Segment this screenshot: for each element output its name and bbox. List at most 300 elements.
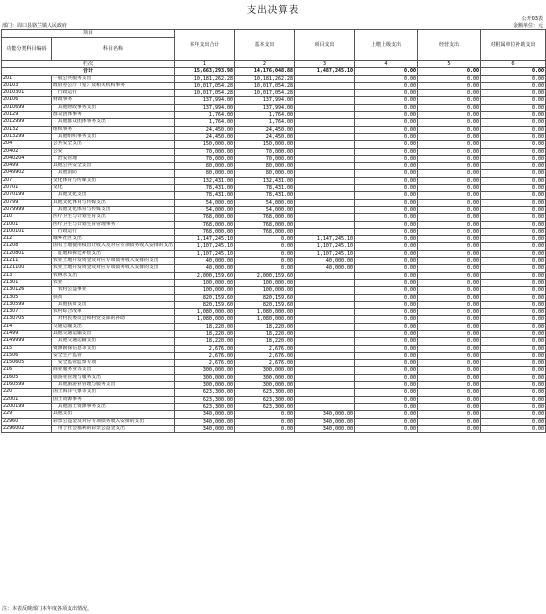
row-c5: 0.00	[418, 104, 481, 111]
row-code: 2010301	[2, 90, 52, 97]
row-c6: 0.00	[481, 148, 546, 155]
row-c3	[295, 148, 355, 155]
row-name: 农业	[52, 279, 175, 286]
col5-header: 经营支出	[418, 30, 481, 61]
row-c4: 0.00	[355, 411, 418, 418]
table-row	[2, 265, 546, 272]
row-c2: 2,676.00	[235, 352, 295, 359]
row-c1: 40,000.00	[175, 265, 235, 272]
row-c1: 300,000.00	[175, 382, 235, 389]
row-c1: 623,300.00	[175, 396, 235, 403]
row-c5: 0.00	[418, 243, 481, 250]
row-c6: 0.00	[481, 425, 546, 432]
row-name: 农林水支出	[52, 272, 175, 279]
row-c4: 0.00	[355, 279, 418, 286]
row-c5: 0.00	[418, 382, 481, 389]
row-c1: 820,159.60	[175, 294, 235, 301]
row-c2: 10,181,262.28	[235, 75, 295, 82]
row-c1: 1,107,245.10	[175, 243, 235, 250]
row-c2: 54,000.00	[235, 199, 295, 206]
row-c6: 0.00	[481, 214, 546, 221]
subject-name-header: 科目名称	[52, 38, 175, 61]
table-row	[2, 221, 546, 228]
row-c4: 0.00	[355, 338, 418, 345]
row-c3	[295, 301, 355, 308]
row-name: 其他组织事务支出	[52, 133, 175, 140]
row-c3	[295, 155, 355, 162]
table-row	[2, 199, 546, 206]
row-name: 彩票公益金及对应专项债务收入安排的支出	[52, 418, 175, 425]
row-name: 一般公共服务支出	[52, 75, 175, 82]
row-code: 214	[2, 323, 52, 330]
row-code: 21605	[2, 374, 52, 381]
row-c6: 0.00	[481, 104, 546, 111]
row-c5: 0.00	[418, 141, 481, 148]
row-name: 其他旅游业管理与服务支出	[52, 382, 175, 389]
row-c2: 0.00	[235, 418, 295, 425]
row-c6: 0.00	[481, 133, 546, 140]
row-c5: 0.00	[418, 330, 481, 337]
table-row	[2, 425, 546, 432]
row-name: 其他国土资源事务支出	[52, 403, 175, 410]
row-c6: 0.00	[481, 126, 546, 133]
row-c2: 24,450.00	[235, 133, 295, 140]
row-c1: 54,000.00	[175, 199, 235, 206]
row-name: 安全监管监察专项	[52, 360, 175, 367]
row-c5: 0.00	[418, 265, 481, 272]
row-c6: 0.00	[481, 403, 546, 410]
row-c6: 0.00	[481, 250, 546, 257]
table-row	[2, 163, 546, 170]
row-c6: 0.00	[481, 112, 546, 119]
row-c1: 18,220.00	[175, 323, 235, 330]
total-label: 合计	[2, 68, 175, 75]
row-c3	[295, 316, 355, 323]
row-c3	[295, 309, 355, 316]
row-name: 农业土地开发资金及对应专项债务收入安排的支出	[52, 258, 175, 265]
total-c4: 0.00	[355, 68, 418, 75]
row-c1: 1,147,245.10	[175, 236, 235, 243]
row-c3	[295, 360, 355, 367]
row-c6: 0.00	[481, 396, 546, 403]
row-c6: 0.00	[481, 374, 546, 381]
row-c6: 0.00	[481, 97, 546, 104]
row-c6: 0.00	[481, 163, 546, 170]
row-c2: 0.00	[235, 236, 295, 243]
unit-label: 金额单位：元	[512, 23, 543, 29]
row-code: 2150605	[2, 360, 52, 367]
row-c3	[295, 396, 355, 403]
row-c5: 0.00	[418, 90, 481, 97]
row-code: 21506	[2, 352, 52, 359]
row-c1: 623,300.00	[175, 403, 235, 410]
row-code: 207	[2, 177, 52, 184]
row-c1: 80,000.00	[175, 163, 235, 170]
row-c3	[295, 177, 355, 184]
row-name: 其他文化体育与传媒支出	[52, 199, 175, 206]
total-c1: 15,663,293.98	[175, 68, 235, 75]
row-c3	[295, 279, 355, 286]
row-c3	[295, 330, 355, 337]
row-c1: 78,431.00	[175, 185, 235, 192]
row-name: 组织事务	[52, 126, 175, 133]
row-c5: 0.00	[418, 367, 481, 374]
row-c4: 0.00	[355, 192, 418, 199]
row-c4: 0.00	[355, 90, 418, 97]
row-c6: 0.00	[481, 90, 546, 97]
row-c1: 100,000.00	[175, 279, 235, 286]
row-c2: 2,676.00	[235, 345, 295, 352]
row-name: 其他扶贫支出	[52, 301, 175, 308]
row-c1: 1,080,000.00	[175, 309, 235, 316]
row-c5: 0.00	[418, 75, 481, 82]
row-c4: 0.00	[355, 236, 418, 243]
row-name: 资源勘探信息等支出	[52, 345, 175, 352]
row-code: 21499	[2, 330, 52, 337]
row-c1: 54,000.00	[175, 206, 235, 213]
row-c5: 0.00	[418, 411, 481, 418]
row-c5: 0.00	[418, 403, 481, 410]
row-code: 201	[2, 75, 52, 82]
row-c1: 24,450.00	[175, 133, 235, 140]
table-row	[2, 228, 546, 235]
row-c3	[295, 185, 355, 192]
row-c1: 10,017,054.28	[175, 82, 235, 89]
row-c6: 0.00	[481, 258, 546, 265]
row-c3: 40,000.00	[295, 258, 355, 265]
row-c5: 0.00	[418, 301, 481, 308]
row-c6: 0.00	[481, 389, 546, 396]
row-c2: 820,159.60	[235, 294, 295, 301]
row-c1: 1,107,245.10	[175, 250, 235, 257]
row-code: 21001	[2, 221, 52, 228]
row-c5: 0.00	[418, 199, 481, 206]
row-c4: 0.00	[355, 214, 418, 221]
row-c4: 0.00	[355, 243, 418, 250]
row-c3: 1,107,245.10	[295, 250, 355, 257]
row-c4: 0.00	[355, 389, 418, 396]
row-c4: 0.00	[355, 177, 418, 184]
row-c5: 0.00	[418, 360, 481, 367]
row-c5: 0.00	[418, 272, 481, 279]
table-row	[2, 206, 546, 213]
table-row	[2, 141, 546, 148]
department-label: 部门：周口县骆兰镇人民政府	[2, 23, 68, 29]
row-c2: 300,000.00	[235, 367, 295, 374]
row-c4: 0.00	[355, 258, 418, 265]
row-code: 215	[2, 345, 52, 352]
row-c1: 820,159.60	[175, 301, 235, 308]
row-c5: 0.00	[418, 133, 481, 140]
row-code: 21208	[2, 243, 52, 250]
total-c5: 0.00	[418, 68, 481, 75]
row-code: 2120801	[2, 250, 52, 257]
table-row	[2, 418, 546, 425]
row-c3: 1,147,245.10	[295, 236, 355, 243]
row-c5: 0.00	[418, 316, 481, 323]
row-name: 医疗卫生与计划生育管理事务	[52, 221, 175, 228]
row-c6: 0.00	[481, 367, 546, 374]
row-c2: 137,994.00	[235, 97, 295, 104]
row-name: 文化体育与传媒支出	[52, 177, 175, 184]
row-c3	[295, 82, 355, 89]
row-c4: 0.00	[355, 206, 418, 213]
row-c6: 0.00	[481, 243, 546, 250]
row-c6: 0.00	[481, 141, 546, 148]
table-row	[2, 185, 546, 192]
row-name: 农业土地开发资金及对应专项债务收入安排的支出	[52, 265, 175, 272]
table-row	[2, 389, 546, 396]
row-code: 2296002	[2, 425, 52, 432]
row-c4: 0.00	[355, 155, 418, 162]
row-c5: 0.00	[418, 97, 481, 104]
row-c5: 0.00	[418, 389, 481, 396]
row-c5: 0.00	[418, 323, 481, 330]
row-c2: 2,000,159.60	[235, 272, 295, 279]
row-name: 财政事务	[52, 97, 175, 104]
row-code: 20701	[2, 185, 52, 192]
table-row	[2, 309, 546, 316]
row-code: 2130126	[2, 287, 52, 294]
row-c4: 0.00	[355, 330, 418, 337]
row-code: 229	[2, 411, 52, 418]
table-row	[2, 301, 546, 308]
row-name: 政府办公厅（室）及相关机构事务	[52, 82, 175, 89]
row-c1: 340,000.00	[175, 425, 235, 432]
index-2: 2	[235, 61, 295, 68]
row-c1: 18,220.00	[175, 330, 235, 337]
row-name: 安全生产监管	[52, 352, 175, 359]
row-c4: 0.00	[355, 185, 418, 192]
row-c6: 0.00	[481, 192, 546, 199]
row-code: 2100101	[2, 228, 52, 235]
row-name: 其他文化支出	[52, 192, 175, 199]
row-c2: 1,080,000.00	[235, 316, 295, 323]
row-name: 国有土地使用权出让收入及对应专项债务收入安排的支出	[53, 243, 173, 249]
row-code: 20499	[2, 163, 52, 170]
table-row	[2, 367, 546, 374]
row-code: 2013299	[2, 133, 52, 140]
row-c3	[295, 163, 355, 170]
row-c3	[295, 97, 355, 104]
row-c1: 2,000,159.60	[175, 272, 235, 279]
func-code-header: 功能分类科目编码	[2, 38, 52, 61]
expenditure-table	[1, 29, 546, 433]
row-c4: 0.00	[355, 119, 418, 126]
index-1: 1	[175, 61, 235, 68]
table-row	[2, 75, 546, 82]
row-code: 212	[2, 236, 52, 243]
table-row	[2, 214, 546, 221]
row-c2: 10,017,054.28	[235, 82, 295, 89]
row-code: 2040204	[2, 155, 52, 162]
table-row	[2, 374, 546, 381]
row-c2: 78,431.00	[235, 192, 295, 199]
row-c5: 0.00	[418, 418, 481, 425]
row-c3	[295, 228, 355, 235]
row-name: 其他交通运输支出	[52, 330, 175, 337]
row-c2: 137,994.00	[235, 104, 295, 111]
table-row	[2, 396, 546, 403]
row-c1: 132,431.00	[175, 177, 235, 184]
row-c3	[295, 221, 355, 228]
table-row	[2, 90, 546, 97]
row-name: 征地和拆迁补偿支出	[52, 250, 175, 257]
row-c2: 768,000.00	[235, 221, 295, 228]
row-c3	[295, 374, 355, 381]
row-c4: 0.00	[355, 418, 418, 425]
total-c3: 1,487,245.10	[295, 68, 355, 75]
row-c6: 0.00	[481, 228, 546, 235]
row-c1: 10,181,262.28	[175, 75, 235, 82]
row-c6: 0.00	[481, 199, 546, 206]
row-c1: 78,431.00	[175, 192, 235, 199]
row-c1: 1,080,000.00	[175, 316, 235, 323]
row-name: 医疗卫生与计划生育支出	[52, 214, 175, 221]
row-name: 公安	[52, 148, 175, 155]
row-c3	[295, 272, 355, 279]
row-c6: 0.00	[481, 272, 546, 279]
row-c5: 0.00	[418, 236, 481, 243]
row-c5: 0.00	[418, 287, 481, 294]
row-code: 2070199	[2, 192, 52, 199]
row-c4: 0.00	[355, 126, 418, 133]
row-name: 其他消防	[52, 170, 175, 177]
row-c6: 0.00	[481, 265, 546, 272]
row-c2: 2,676.00	[235, 360, 295, 367]
row-c1: 70,000.00	[175, 155, 235, 162]
col2-header: 基本支出	[235, 30, 295, 61]
row-c5: 0.00	[418, 294, 481, 301]
row-c5: 0.00	[418, 258, 481, 265]
row-c5: 0.00	[418, 148, 481, 155]
table-row	[2, 250, 546, 257]
row-c1: 137,994.00	[175, 104, 235, 111]
table-row	[2, 360, 546, 367]
row-c2: 300,000.00	[235, 382, 295, 389]
row-c2: 0.00	[235, 411, 295, 418]
row-name: 其他文化体育与传媒支出	[52, 206, 175, 213]
row-c3	[295, 90, 355, 97]
row-c4: 0.00	[355, 367, 418, 374]
row-c5: 0.00	[418, 163, 481, 170]
row-c4: 0.00	[355, 403, 418, 410]
row-c2: 623,300.00	[235, 403, 295, 410]
row-c6: 0.00	[481, 323, 546, 330]
row-code: 210	[2, 214, 52, 221]
row-c3: 340,000.00	[295, 418, 355, 425]
row-c6: 0.00	[481, 206, 546, 213]
table-row	[2, 82, 546, 89]
row-c3	[295, 141, 355, 148]
row-code: 2010699	[2, 104, 52, 111]
row-c4: 0.00	[355, 374, 418, 381]
row-c2: 18,220.00	[235, 338, 295, 345]
row-c3: 340,000.00	[295, 425, 355, 432]
index-4: 4	[355, 61, 418, 68]
row-c5: 0.00	[418, 279, 481, 286]
row-c2: 100,000.00	[235, 287, 295, 294]
table-tag: 公开03表	[521, 16, 543, 22]
row-c1: 70,000.00	[175, 148, 235, 155]
row-c3: 1,107,245.10	[295, 243, 355, 250]
row-c1: 768,000.00	[175, 228, 235, 235]
row-name: 农村公益事业	[52, 287, 175, 294]
row-c6: 0.00	[481, 185, 546, 192]
row-c2: 623,300.00	[235, 396, 295, 403]
row-name: 公共安全支出	[52, 141, 175, 148]
row-c4: 0.00	[355, 382, 418, 389]
row-c5: 0.00	[418, 177, 481, 184]
col3-header: 项目支出	[295, 30, 355, 61]
row-name: 治安管理	[52, 155, 175, 162]
row-c4: 0.00	[355, 112, 418, 119]
table-row	[2, 316, 546, 323]
index-6: 6	[481, 61, 546, 68]
row-c6: 0.00	[481, 177, 546, 184]
row-c4: 0.00	[355, 141, 418, 148]
row-c1: 768,000.00	[175, 214, 235, 221]
table-row	[2, 330, 546, 337]
table-row	[2, 345, 546, 352]
row-name: 群众团体事务	[52, 112, 175, 119]
row-name: 城乡社区支出	[52, 236, 175, 243]
row-code: 20106	[2, 97, 52, 104]
row-c4: 0.00	[355, 250, 418, 257]
row-c5: 0.00	[418, 221, 481, 228]
table-row	[2, 112, 546, 119]
row-c6: 0.00	[481, 316, 546, 323]
row-c2: 0.00	[235, 243, 295, 250]
row-c2: 768,000.00	[235, 228, 295, 235]
row-c1: 100,000.00	[175, 287, 235, 294]
row-c4: 0.00	[355, 221, 418, 228]
row-c1: 2,676.00	[175, 360, 235, 367]
table-row	[2, 338, 546, 345]
row-c6: 0.00	[481, 345, 546, 352]
row-c2: 820,159.60	[235, 301, 295, 308]
row-c5: 0.00	[418, 126, 481, 133]
row-c3	[295, 119, 355, 126]
row-c1: 340,000.00	[175, 411, 235, 418]
row-c3	[295, 170, 355, 177]
row-c2: 18,220.00	[235, 330, 295, 337]
table-row	[2, 352, 546, 359]
row-c6: 0.00	[481, 170, 546, 177]
row-c1: 1,764.00	[175, 112, 235, 119]
row-c2: 10,017,054.28	[235, 90, 295, 97]
row-c3	[295, 345, 355, 352]
row-name: 行政运行	[52, 90, 175, 97]
table-body	[2, 75, 546, 433]
row-c5: 0.00	[418, 425, 481, 432]
row-c1: 40,000.00	[175, 258, 235, 265]
index-label: 栏次	[2, 61, 175, 68]
row-name: 用于社会福利的彩票公益金支出	[52, 425, 175, 432]
row-code: 20132	[2, 126, 52, 133]
row-c2: 70,000.00	[235, 148, 295, 155]
footnote: 注：本表反映部门本年度各项支出情况。	[2, 606, 93, 612]
project-header: 项目	[2, 30, 175, 38]
row-code: 20103	[2, 82, 52, 89]
row-c3	[295, 112, 355, 119]
index-5: 5	[418, 61, 481, 68]
table-row	[2, 258, 546, 265]
table-row	[2, 287, 546, 294]
row-c3	[295, 75, 355, 82]
row-c1: 80,000.00	[175, 170, 235, 177]
row-c4: 0.00	[355, 345, 418, 352]
